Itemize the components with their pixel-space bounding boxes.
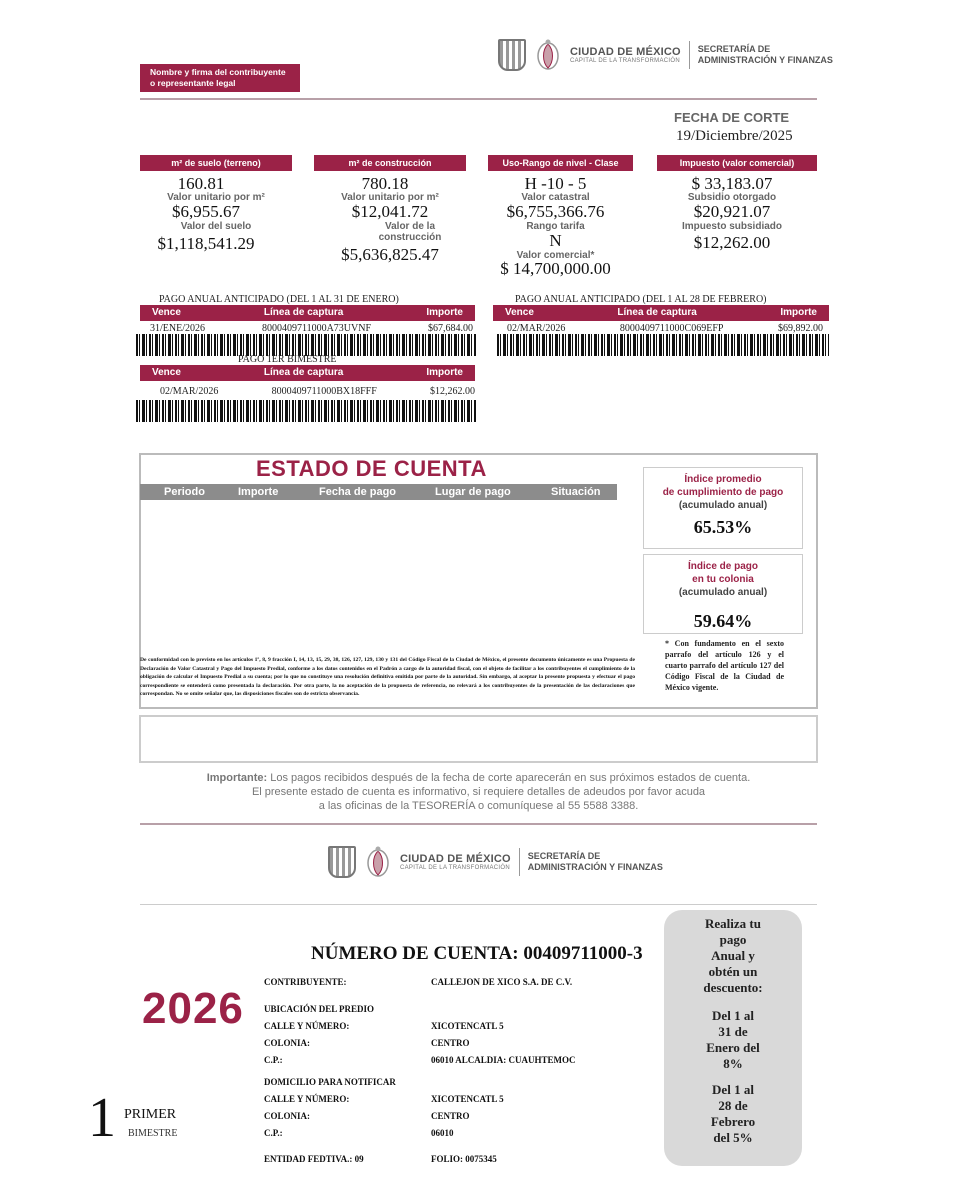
col-header: Uso-Rango de nivel - Clase: [488, 155, 633, 171]
header-linea: Línea de captura: [263, 307, 344, 318]
col-lugar-pago: Lugar de pago: [435, 486, 511, 498]
promo-line: Febrero: [710, 1114, 756, 1129]
signature-label-text: Nombre y firma del contribuyente o representante legal: [150, 67, 286, 88]
pago-row: [140, 381, 475, 398]
importe-value: $67,684.00: [427, 323, 473, 334]
vence-value: 31/ENE/2026: [150, 323, 205, 334]
col-importe: Importe: [238, 486, 279, 498]
info-cp2: 06010: [431, 1128, 454, 1138]
promo-line: 31 de: [718, 1024, 748, 1039]
cdmx-title: CIUDAD DE MÉXICO: [570, 46, 681, 58]
value: $5,636,825.47: [341, 245, 439, 264]
info-calle: XICOTENCATL 5: [431, 1021, 504, 1031]
estado-columns: [140, 484, 617, 500]
coat-of-arms-icon: [498, 39, 526, 71]
numero-cuenta: NÚMERO DE CUENTA: 00409711000-3: [311, 943, 643, 964]
header-vence: Vence: [152, 367, 181, 378]
discount-promo-box: [664, 910, 802, 1166]
info-domicilio-label: DOMICILIO PARA NOTIFICAR: [264, 1077, 396, 1087]
linea-value: 8000409711000A73UVNF: [261, 323, 372, 334]
barcode: [136, 400, 476, 422]
label: Valor unitario por m²: [341, 192, 439, 203]
label: Impuesto subsidiado: [681, 221, 782, 232]
idx2-line1: Índice de pago: [687, 561, 758, 572]
blank-box: [139, 715, 818, 763]
info-calle2: XICOTENCATL 5: [431, 1094, 504, 1104]
summary-col-impuesto: [657, 155, 817, 254]
secretaria-line1: SECRETARÍA DE: [527, 851, 601, 861]
cdmx-wordmark: [570, 46, 681, 64]
info-entidad: ENTIDAD FEDTIVA.: 09: [264, 1154, 364, 1164]
info-colonia2-label: COLONIA:: [264, 1111, 311, 1121]
indice-cumplimiento-box: [643, 467, 803, 549]
value: $6,755,366.76: [506, 202, 605, 221]
important-line3: a las oficinas de la TESORERÍA o comuníquese al 55 5588 3388.: [318, 800, 639, 812]
legal-footnote: * Con fundamento en el sexto parrafo del artículo 126 y el cuarto parrafo del artículo 127 del Código Fiscal de la Ciudad de México vigente.: [665, 639, 784, 692]
cdmx-emblem-icon: [534, 38, 562, 72]
linea-value: 8000409711000BX18FFF: [271, 386, 377, 397]
value: N: [549, 231, 562, 250]
value: $20,921.07: [693, 202, 771, 221]
idx1-line1: Índice promedio: [684, 474, 762, 485]
important-line2: El presente estado de cuenta es informativo, si requiere detalles de adeudos por favor acuda: [251, 786, 706, 798]
value: $6,955.67: [172, 202, 240, 221]
value: 160.81: [177, 174, 225, 193]
value: $ 14,700,000.00: [500, 259, 611, 278]
pago-anual-febrero: [493, 294, 829, 356]
col-fecha-pago: Fecha de pago: [319, 486, 397, 498]
secretaria-wordmark: [698, 44, 833, 66]
estado-title: ESTADO DE CUENTA: [256, 456, 487, 481]
info-cp-label: C.P.:: [264, 1055, 283, 1065]
summary-col-construccion: [314, 155, 466, 267]
bimestre-label1: PRIMER: [124, 1107, 177, 1122]
header-importe: Importe: [780, 307, 817, 318]
idx1-line3: (acumulado anual): [678, 500, 768, 511]
cdmx-title: CIUDAD DE MÉXICO: [400, 853, 511, 865]
label: Subsidio otorgado: [687, 192, 777, 203]
cdmx-subtitle: CAPITAL DE LA TRANSFORMACIÓN: [570, 58, 680, 64]
promo-line: 28 de: [718, 1098, 748, 1113]
fecha-corte-label: FECHA DE CORTE: [674, 110, 790, 125]
barcode: [497, 334, 829, 356]
value: $ 33,183.07: [691, 174, 773, 193]
info-calle2-label: CALLE Y NÚMERO:: [264, 1094, 350, 1104]
header-importe: Importe: [426, 367, 463, 378]
cdmx-subtitle: CAPITAL DE LA TRANSFORMACIÓN: [400, 865, 510, 871]
col-situacion: Situación: [551, 486, 601, 498]
pago-row: [140, 321, 475, 334]
pago-row: [493, 321, 829, 334]
bimestre-number: 1: [88, 1087, 116, 1149]
info-colonia-label: COLONIA:: [264, 1038, 311, 1048]
value: H -10 - 5: [524, 174, 587, 193]
promo-line: 8%: [723, 1056, 743, 1071]
promo-line: Del 1 al: [712, 1008, 754, 1023]
pago-header: [493, 305, 829, 321]
idx1-value: 65.53%: [693, 517, 753, 537]
idx2-line2: en tu colonia: [692, 574, 754, 585]
cdmx-wordmark: [400, 853, 511, 871]
secretaria-line2: ADMINISTRACIÓN Y FINANZAS: [527, 862, 663, 872]
col-header: Impuesto (valor comercial): [657, 155, 817, 171]
header-vence: Vence: [152, 307, 181, 318]
label: Valor de la construcción: [378, 221, 442, 243]
label: Valor unitario por m²: [167, 192, 265, 203]
promo-line: pago: [719, 932, 747, 947]
pago-header: [140, 365, 475, 381]
label: Rango tarifa: [526, 221, 585, 232]
info-calle-label: CALLE Y NÚMERO:: [264, 1021, 350, 1031]
pago-title: PAGO ANUAL ANTICIPADO (DEL 1 AL 28 DE FEBRERO): [515, 294, 767, 305]
info-colonia: CENTRO: [431, 1038, 470, 1048]
secretaria-line1: SECRETARÍA DE: [697, 44, 771, 54]
col-header: m² de construcción: [314, 155, 466, 171]
summary-col-suelo: [140, 155, 292, 256]
idx1-line2: de cumplimiento de pago: [662, 487, 784, 498]
cdmx-logo-top: [498, 38, 833, 72]
label: Valor catastral: [521, 192, 590, 203]
summary-col-uso: [488, 155, 633, 277]
info-contribuyente: CALLEJON DE XICO S.A. DE C.V.: [431, 977, 573, 987]
promo-line: Del 1 al: [712, 1082, 754, 1097]
middle-rule: [140, 823, 817, 825]
promo-line: obtén un: [708, 964, 758, 979]
pago-title: PAGO ANUAL ANTICIPADO (DEL 1 AL 31 DE ENERO): [159, 294, 399, 305]
fecha-corte-value: 19/Diciembre/2025: [676, 128, 793, 144]
info-folio: FOLIO: 0075345: [431, 1154, 497, 1164]
bimestre-label2: BIMESTRE: [128, 1128, 178, 1139]
info-colonia2: CENTRO: [431, 1111, 470, 1121]
important-line1: [140, 771, 817, 785]
promo-line: Realiza tu: [705, 916, 761, 931]
important-bold: Importante:: [206, 772, 268, 784]
signature-label: [140, 64, 300, 92]
info-ubicacion-label: UBICACIÓN DEL PREDIO: [264, 1004, 375, 1014]
vence-value: 02/MAR/2026: [507, 323, 566, 334]
value: $12,262.00: [693, 233, 771, 252]
info-cp: 06010 ALCALDIA: CUAUHTEMOC: [431, 1055, 576, 1065]
logo-divider: [689, 41, 690, 69]
header-linea: Línea de captura: [617, 307, 697, 318]
importe-value: $12,262.00: [430, 386, 475, 397]
col-header: m² de suelo (terreno): [140, 155, 292, 171]
pago-anual-enero: [140, 294, 475, 356]
year-label: 2026: [142, 984, 244, 1033]
linea-value: 8000409711000C069EFP: [619, 323, 724, 334]
lower-rule: [140, 904, 817, 905]
header-rule: [140, 98, 817, 100]
logo-divider: [519, 848, 520, 876]
header-vence: Vence: [505, 307, 534, 318]
header-linea: Línea de captura: [263, 367, 344, 378]
promo-line: Anual y: [711, 948, 755, 963]
value: $12,041.72: [351, 202, 429, 221]
secretaria-wordmark: [528, 851, 663, 873]
pago-title: PAGO 1ER BIMESTRE: [238, 354, 337, 365]
pago-primer-bimestre: [140, 354, 475, 422]
idx2-value: 59.64%: [693, 611, 753, 631]
value: $1,118,541.29: [157, 234, 255, 253]
col-periodo: Periodo: [164, 486, 205, 498]
vence-value: 02/MAR/2026: [160, 386, 219, 397]
header-importe: Importe: [426, 307, 463, 318]
info-cp2-label: C.P.:: [264, 1128, 283, 1138]
important-text: Los pagos recibidos después de la fecha de corte aparecerán en sus próximos estados de cuenta.: [267, 772, 751, 784]
info-contribuyente-label: CONTRIBUYENTE:: [264, 977, 347, 987]
promo-line: descuento:: [703, 980, 763, 995]
idx2-line3: (acumulado anual): [678, 587, 768, 598]
cdmx-logo-middle: [328, 845, 663, 879]
indice-colonia-box: [643, 554, 803, 634]
coat-of-arms-icon: [328, 846, 356, 878]
value: 780.18: [361, 174, 409, 193]
promo-line: del 5%: [713, 1130, 753, 1145]
barcode: [136, 334, 476, 356]
secretaria-line2: ADMINISTRACIÓN Y FINANZAS: [697, 55, 833, 65]
legal-text: De conformidad con lo previsto en los artículos 1º, 8, 9 fracción I, 14, 13, 15, 29, 38, 126, 127, 129, 130 y 131 del Código Fiscal de la Ciudad de México, el presente documento únicamente es una Propuesta de Declaración de Valor Catastral y Pago del Impuesto Predial, conforme a los datos contenidos en el Padrón a cargo de la autoridad fiscal, con el objeto de facilitar a los contribuyentes el cumplimiento de la obligación de calcular el Impuesto Predial a su cuenta; por lo que no constituye una resolución definitiva emitida por parte de la autoridad. Sin embargo, al aceptar la presente propuesta y efectuar el pago correspondiente se entenderá como presentada la declaración. Por otra parte, la no aceptación de la propuesta de referencia, no relevará a los contribuyentes de la presentación de las declaraciones que correspondan. No se omite señalar que, las disposiciones fiscales son de estricta observancia.: [140, 657, 635, 697]
important-notice: [140, 771, 817, 813]
cdmx-emblem-icon: [364, 845, 392, 879]
label: Valor del suelo: [180, 221, 252, 232]
label: Valor comercial*: [516, 250, 595, 261]
pago-header: [140, 305, 475, 321]
importe-value: $69,892.00: [778, 323, 823, 334]
promo-line: Enero del: [706, 1040, 760, 1055]
